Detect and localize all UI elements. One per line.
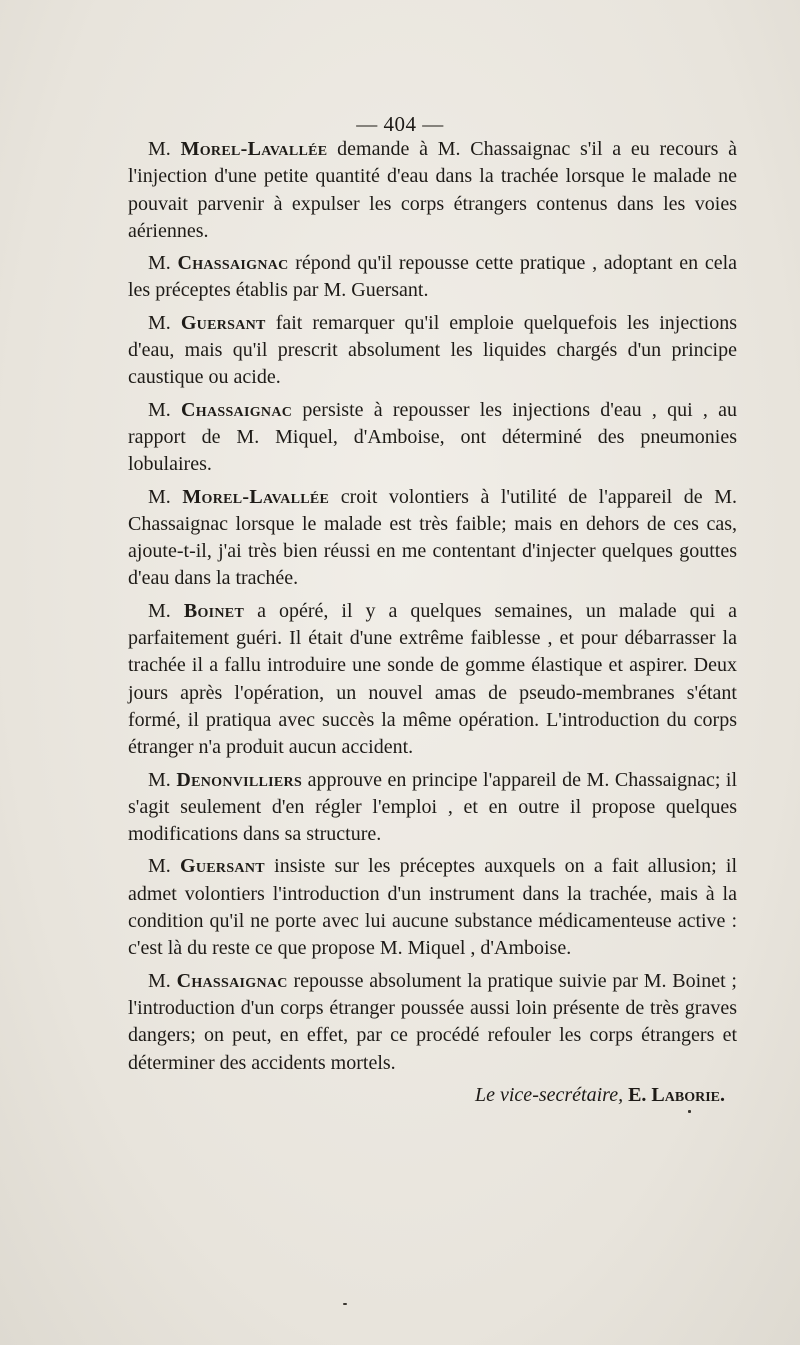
speaker-name: Guersant <box>180 855 265 878</box>
paragraph-text: a opéré, il y a quelques semaines, un malade qui a parfaitement guéri. Il était d'une extrême faiblesse , et pour débarrasser la trachée il a fallu introduire une sonde de gomme élastique et aspirer. Deux jours après l'opération, un nouvel amas de pseudo-membranes s'étant formé, il pratiqua avec succès la même opération. L'introduction du corps étranger n'a produit aucun accident. <box>128 599 738 759</box>
paragraph-text: demande à M. Chassaignac s'il a eu recours à l'injection d'une petite quantité d'eau dans la trachée lorsque le malade ne pouvait parvenir à expulser les corps étrangers contenus dans les voies aériennes. <box>128 138 738 242</box>
signature-name: E. Laborie. <box>628 1083 725 1106</box>
paragraph-text: croit volontiers à l'utilité de l'appareil de M. Chassaignac lorsque le malade est très faible; mais en dehors de ces cas, ajoute-t-il, j'ai très bien réussi en me contentant d'injecter quelques gouttes d'eau dans la trachée. <box>128 485 737 590</box>
paragraph-text: persiste à repousser les injections d'eau , qui , au rapport de M. Miquel, d'Amboise, ont déterminé des pneumonies lobulaires. <box>128 398 738 476</box>
paragraph-text: approuve en principe l'appareil de M. Chassaignac; il s'agit seulement d'en régler l'emploi , et en outre il propose quelques modifications dans sa structure. <box>128 768 738 846</box>
speaker-title: M. <box>148 768 171 791</box>
paragraph-text: insiste sur les préceptes auxquels on a fait allusion; il admet volontiers l'introduction d'un instrument dans la trachée, mais à la condition qu'il ne porte avec lui aucune substance médicamenteuse active : c'est là du reste ce que propose M. Miquel , d'Amboise. <box>128 855 738 960</box>
speaker-name: Chassaignac <box>177 252 289 275</box>
speaker-title: M. <box>148 485 171 508</box>
speaker-title: M. <box>148 138 171 160</box>
speaker-title: M. <box>148 252 171 275</box>
paragraph-text: répond qu'il repousse cette pratique , adoptant en cela les préceptes établis par M. Guersant. <box>128 252 738 302</box>
speaker-name: Denonvilliers <box>176 768 303 791</box>
speaker-name: Morel-Lavallée <box>182 485 330 508</box>
paragraph-1 <box>128 136 737 245</box>
speaker-name: Boinet <box>183 599 245 622</box>
paragraph-5 <box>128 484 737 593</box>
speaker-name: Chassaignac <box>176 969 288 992</box>
minutes-text <box>128 136 737 1109</box>
signature-title: Le vice-secrétaire, <box>475 1083 624 1106</box>
paragraph-4 <box>128 397 737 479</box>
paragraph-2 <box>128 250 737 305</box>
speaker-name: Chassaignac <box>181 398 293 421</box>
paper-speck <box>343 1303 347 1305</box>
paragraph-3 <box>128 310 737 392</box>
speaker-title: M. <box>148 855 171 878</box>
paragraph-text: repousse absolument la pratique suivie par M. Boinet ; l'introduction d'un corps étranger poussée aussi loin présente de très graves dangers; on peut, en effet, par ce procédé refouler les corps étrangers et déterminer des accidents mortels. <box>128 969 737 1074</box>
paragraph-6 <box>128 598 737 762</box>
speaker-title: M. <box>148 311 171 334</box>
paragraph-text: fait remarquer qu'il emploie quelquefois les injections d'eau, mais qu'il prescrit absolument les liquides chargés d'un principe caustique ou acide. <box>128 311 738 389</box>
paragraph-9 <box>128 968 737 1077</box>
speaker-name: Guersant <box>180 311 266 334</box>
paragraph-7 <box>128 767 737 849</box>
speaker-title: M. <box>148 398 171 421</box>
signature <box>128 1082 737 1109</box>
page-number: — 404 — <box>356 112 444 136</box>
speaker-title: M. <box>148 969 171 992</box>
paper-speck <box>688 1110 691 1113</box>
paragraph-8 <box>128 853 737 962</box>
speaker-name: Morel-Lavallée <box>180 138 328 160</box>
speaker-title: M. <box>148 599 171 622</box>
